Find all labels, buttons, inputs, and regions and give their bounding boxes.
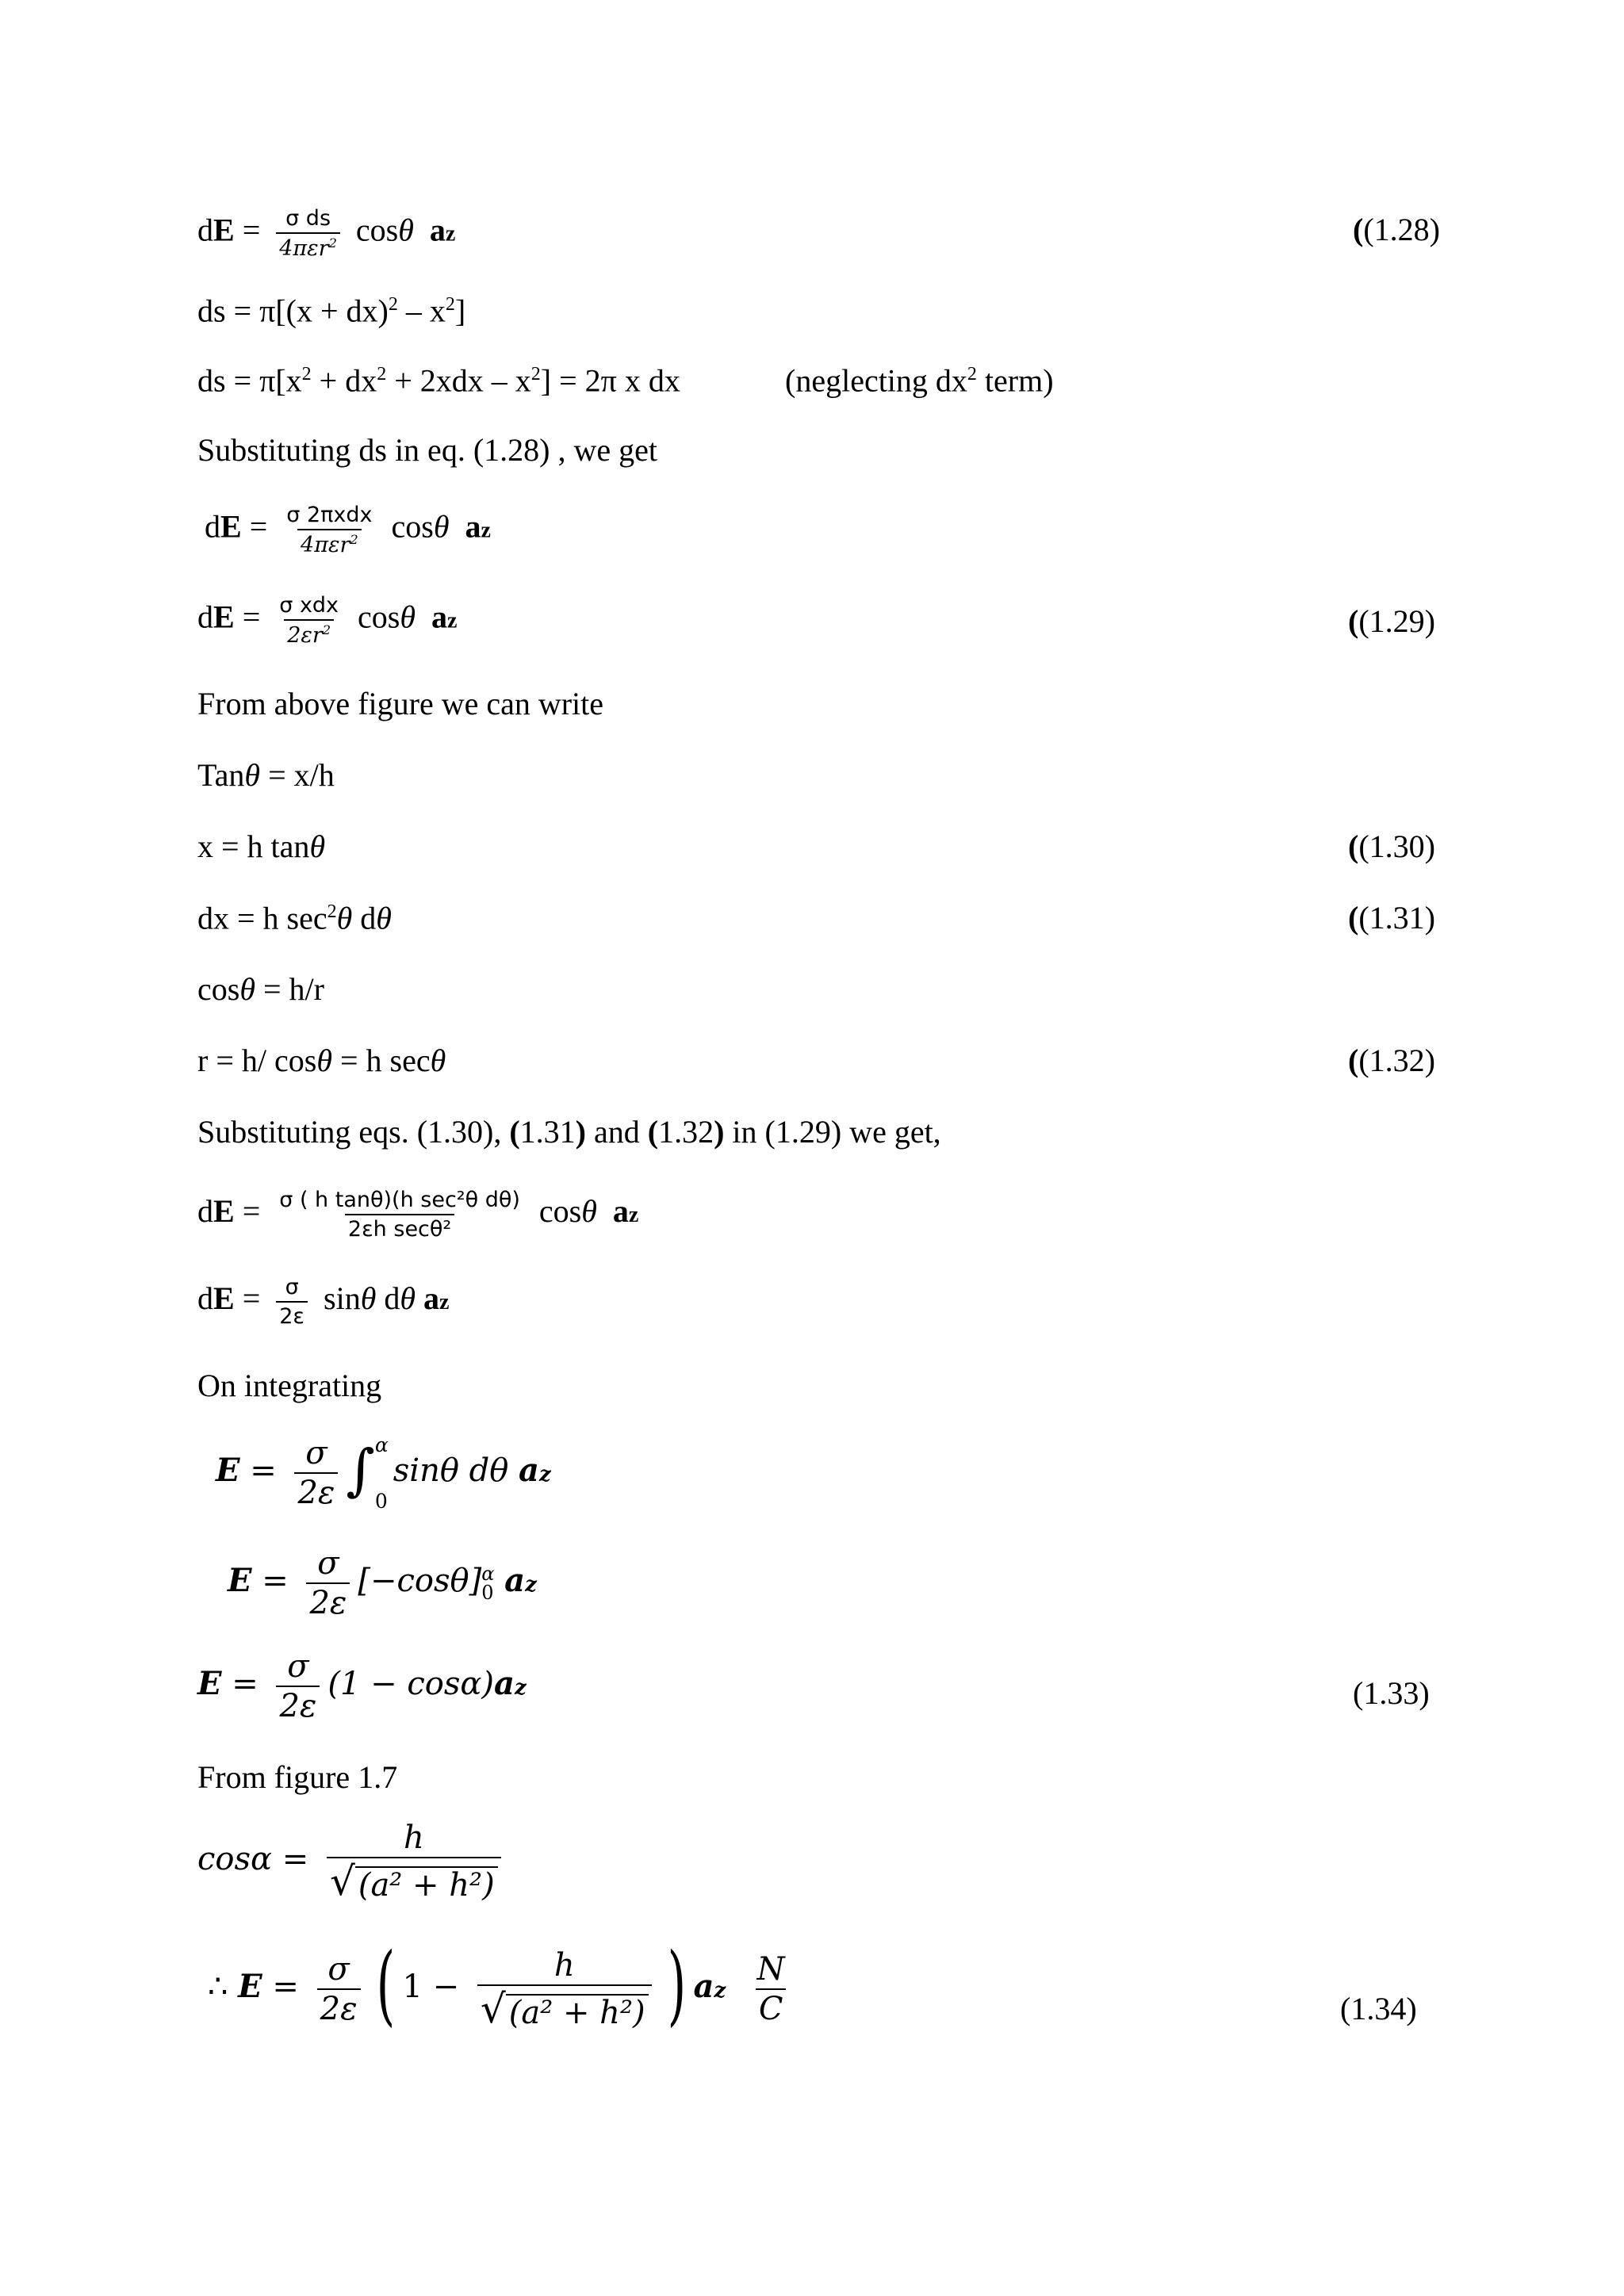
equation-number: (1.33)	[1353, 1675, 1430, 1711]
text: 2	[301, 364, 312, 385]
numerator: h	[553, 1947, 575, 1984]
integral-sign-icon: ∫	[346, 1437, 375, 1502]
ds-line-2	[197, 362, 680, 399]
text: 2	[350, 532, 358, 547]
text: 4πεr	[301, 533, 350, 557]
denominator	[284, 619, 334, 646]
fraction	[276, 1189, 523, 1240]
radical-sign-icon: √	[329, 1858, 355, 1904]
text: ] = 2π x dx	[540, 362, 680, 399]
sqrt	[480, 1986, 649, 2032]
text: z	[445, 221, 456, 247]
denominator: 2ε	[276, 1301, 308, 1327]
text: ]	[454, 293, 466, 329]
text: 2	[445, 294, 455, 315]
text: (1 − cosα)	[327, 1666, 495, 1702]
text: d	[352, 900, 377, 936]
lower-limit: 0	[481, 1582, 494, 1604]
therefore-symbol: ∴	[208, 1969, 239, 2005]
text: 2	[530, 364, 541, 385]
numerator: σ	[287, 1648, 309, 1685]
sqrt	[329, 1858, 498, 1904]
text: sinθ dθ	[393, 1452, 519, 1489]
denominator: 2ε	[317, 1988, 361, 2025]
fraction	[306, 1545, 350, 1621]
denominator	[297, 529, 362, 556]
text: θ	[398, 212, 414, 248]
numerator: σ ( h tanθ)(h sec²θ dθ)	[279, 1188, 520, 1212]
equation-number: ((1.28)	[1353, 212, 1440, 247]
text: )	[714, 1114, 725, 1150]
text: 4πεr	[279, 236, 329, 261]
fraction	[276, 1276, 308, 1327]
text: [−cosθ]	[358, 1563, 482, 1599]
text: (1.28)	[1363, 212, 1440, 247]
upper-limit: α	[481, 1563, 495, 1585]
text: – x	[397, 293, 446, 329]
integrating-text: On integrating	[197, 1368, 382, 1403]
radicand: (a² + h²)	[506, 1994, 649, 2029]
text: (neglecting dx	[785, 362, 967, 399]
numerator: σ	[285, 1275, 299, 1299]
denominator: 2ε	[294, 1472, 338, 1509]
equation-bracket: E = $\frac{\sigma}{2\varepsilon}$ [−cosθ] α 0 az	[228, 1545, 537, 1621]
numerator: σ xdx	[279, 593, 339, 618]
equation-de-2: dE = $\frac{\text{σ ( h tanθ)(h sec²θ dθ)}}{\text{2εh secθ²}}$ cosθ az	[197, 1188, 639, 1242]
integral-limits	[375, 1435, 389, 1511]
text: )	[575, 1114, 586, 1150]
equation-1-28	[197, 208, 455, 259]
left-paren: (	[376, 1934, 395, 2035]
text: = h sec	[331, 1043, 431, 1078]
text: 1.31	[519, 1114, 576, 1150]
text: 2	[322, 622, 331, 637]
text: 1.32	[658, 1114, 714, 1150]
text: r = h/ cos	[197, 1043, 317, 1078]
fraction	[294, 1437, 338, 1509]
text: 2	[377, 364, 387, 385]
equation-1-30: x = h tanθ	[197, 828, 326, 864]
denominator: 2εh secθ²	[345, 1214, 454, 1240]
denominator: 2ε	[276, 1686, 320, 1722]
text: = h/r	[255, 971, 324, 1007]
denominator	[327, 1857, 501, 1904]
numerator: σ	[317, 1545, 339, 1582]
neglecting-note	[785, 362, 1054, 399]
text: E	[216, 1452, 240, 1489]
numerator: σ	[327, 1951, 350, 1988]
text: Substituting eqs. (1.30),	[197, 1114, 510, 1150]
equation-1-31: dx = h $\sec^2\theta$ dθ	[197, 900, 392, 936]
equation-integral: E = $\frac{\sigma}{2\varepsilon}$ ∫ α 0 sinθ dθ az	[216, 1433, 551, 1513]
fraction	[317, 1951, 361, 2027]
text: z	[538, 1463, 551, 1487]
fraction	[276, 595, 342, 646]
text: (	[509, 1114, 520, 1150]
equation-de-1: dE = $\frac{\text{σ 2πxdx}}{4\pi\varepsilon r^2}$ cosθ az	[205, 503, 491, 557]
equation-number: ((1.30)	[1348, 828, 1435, 864]
text: cosα =	[197, 1841, 319, 1877]
text: dx = h sec	[197, 900, 327, 936]
fraction	[283, 504, 375, 556]
radicand: (a² + h²)	[355, 1866, 498, 1901]
text: cos	[355, 212, 399, 248]
text: (1.32)	[1358, 1043, 1435, 1078]
equation-cos-alpha	[197, 1820, 509, 1904]
denominator	[276, 232, 340, 259]
text: term)	[976, 362, 1054, 399]
text: 2	[967, 364, 977, 385]
equation-1-33: E = $\frac{\sigma}{2\varepsilon}$ (1 − cosα)az	[197, 1648, 527, 1724]
text: = x/h	[260, 757, 335, 793]
tan-line: Tanθ = x/h	[197, 757, 335, 793]
text: (1.29)	[1358, 603, 1435, 639]
substituting-eqs-text	[197, 1116, 941, 1148]
cos-line: cosθ = h/r	[197, 971, 324, 1007]
equation-1-29: dE = $\frac{\text{σ xdx}}{2\varepsilon r^2}$ cosθ az	[197, 593, 458, 648]
text: d	[376, 1280, 400, 1317]
text: (	[647, 1114, 659, 1150]
text: d	[197, 212, 213, 248]
figure-1-7-text: From figure 1.7	[197, 1759, 398, 1795]
upper-limit: α	[374, 1433, 389, 1456]
denominator: 2ε	[306, 1582, 350, 1619]
equation-1-34: ∴ E = $\frac{\sigma}{2\varepsilon}$ ( 1 − h √ (a² + h²) ) az $\frac{N}{C}$	[208, 1946, 796, 2033]
equation-number: ((1.32)	[1348, 1043, 1435, 1078]
lower-limit: 0	[374, 1490, 388, 1513]
text: Tan	[197, 757, 245, 793]
text: 1 −	[402, 1969, 469, 2005]
equation-1-32: r = h/ cosθ = h secθ	[197, 1043, 446, 1078]
equation-number: ((1.31)	[1348, 900, 1435, 936]
equation-number: (1.34)	[1340, 1991, 1417, 2026]
text: + dx	[311, 362, 377, 399]
fraction	[276, 208, 340, 259]
text: a	[519, 1452, 539, 1489]
ds-line-1	[197, 295, 465, 327]
text: and	[586, 1114, 648, 1150]
text: in (1.29) we get,	[724, 1114, 941, 1150]
equation-de-3: dE = $\frac{\sigma}{2\varepsilon}$ sinθ dθ az	[197, 1275, 450, 1329]
text: 2	[328, 235, 337, 251]
denominator: C	[756, 1988, 787, 2025]
unit-fraction	[754, 1951, 788, 2027]
numerator: σ ds	[285, 206, 331, 231]
radical-sign-icon: √	[480, 1986, 506, 2032]
text: ds = π[(x + dx)	[197, 293, 389, 329]
numerator: N	[756, 1951, 785, 1988]
text: a	[429, 212, 446, 248]
fraction	[327, 1820, 501, 1904]
substituting-text: Substituting ds in eq. (1.28) , we get	[197, 432, 657, 468]
text: 2	[388, 294, 398, 315]
text: 2εr	[287, 623, 323, 648]
text: x = h tan	[197, 828, 310, 864]
right-paren: )	[667, 1934, 686, 2035]
figure-text: From above figure we can write	[197, 686, 604, 721]
text: + 2xdx – x	[386, 362, 531, 399]
limits	[481, 1564, 494, 1602]
text: ds = π[x	[197, 362, 302, 399]
text: (1.31)	[1358, 900, 1435, 936]
equation-number: ((1.29)	[1348, 603, 1435, 639]
numerator: σ 2πxdx	[286, 503, 373, 527]
text: =	[234, 212, 269, 248]
text: cos	[197, 971, 240, 1007]
text: sin	[324, 1280, 361, 1317]
numerator: h	[403, 1820, 424, 1856]
fraction	[477, 1947, 652, 2032]
denominator	[477, 1984, 652, 2032]
fraction	[276, 1648, 320, 1724]
text: E	[213, 212, 235, 248]
numerator: σ	[305, 1435, 327, 1471]
text: 2	[327, 901, 337, 922]
text: (1.30)	[1358, 828, 1435, 864]
